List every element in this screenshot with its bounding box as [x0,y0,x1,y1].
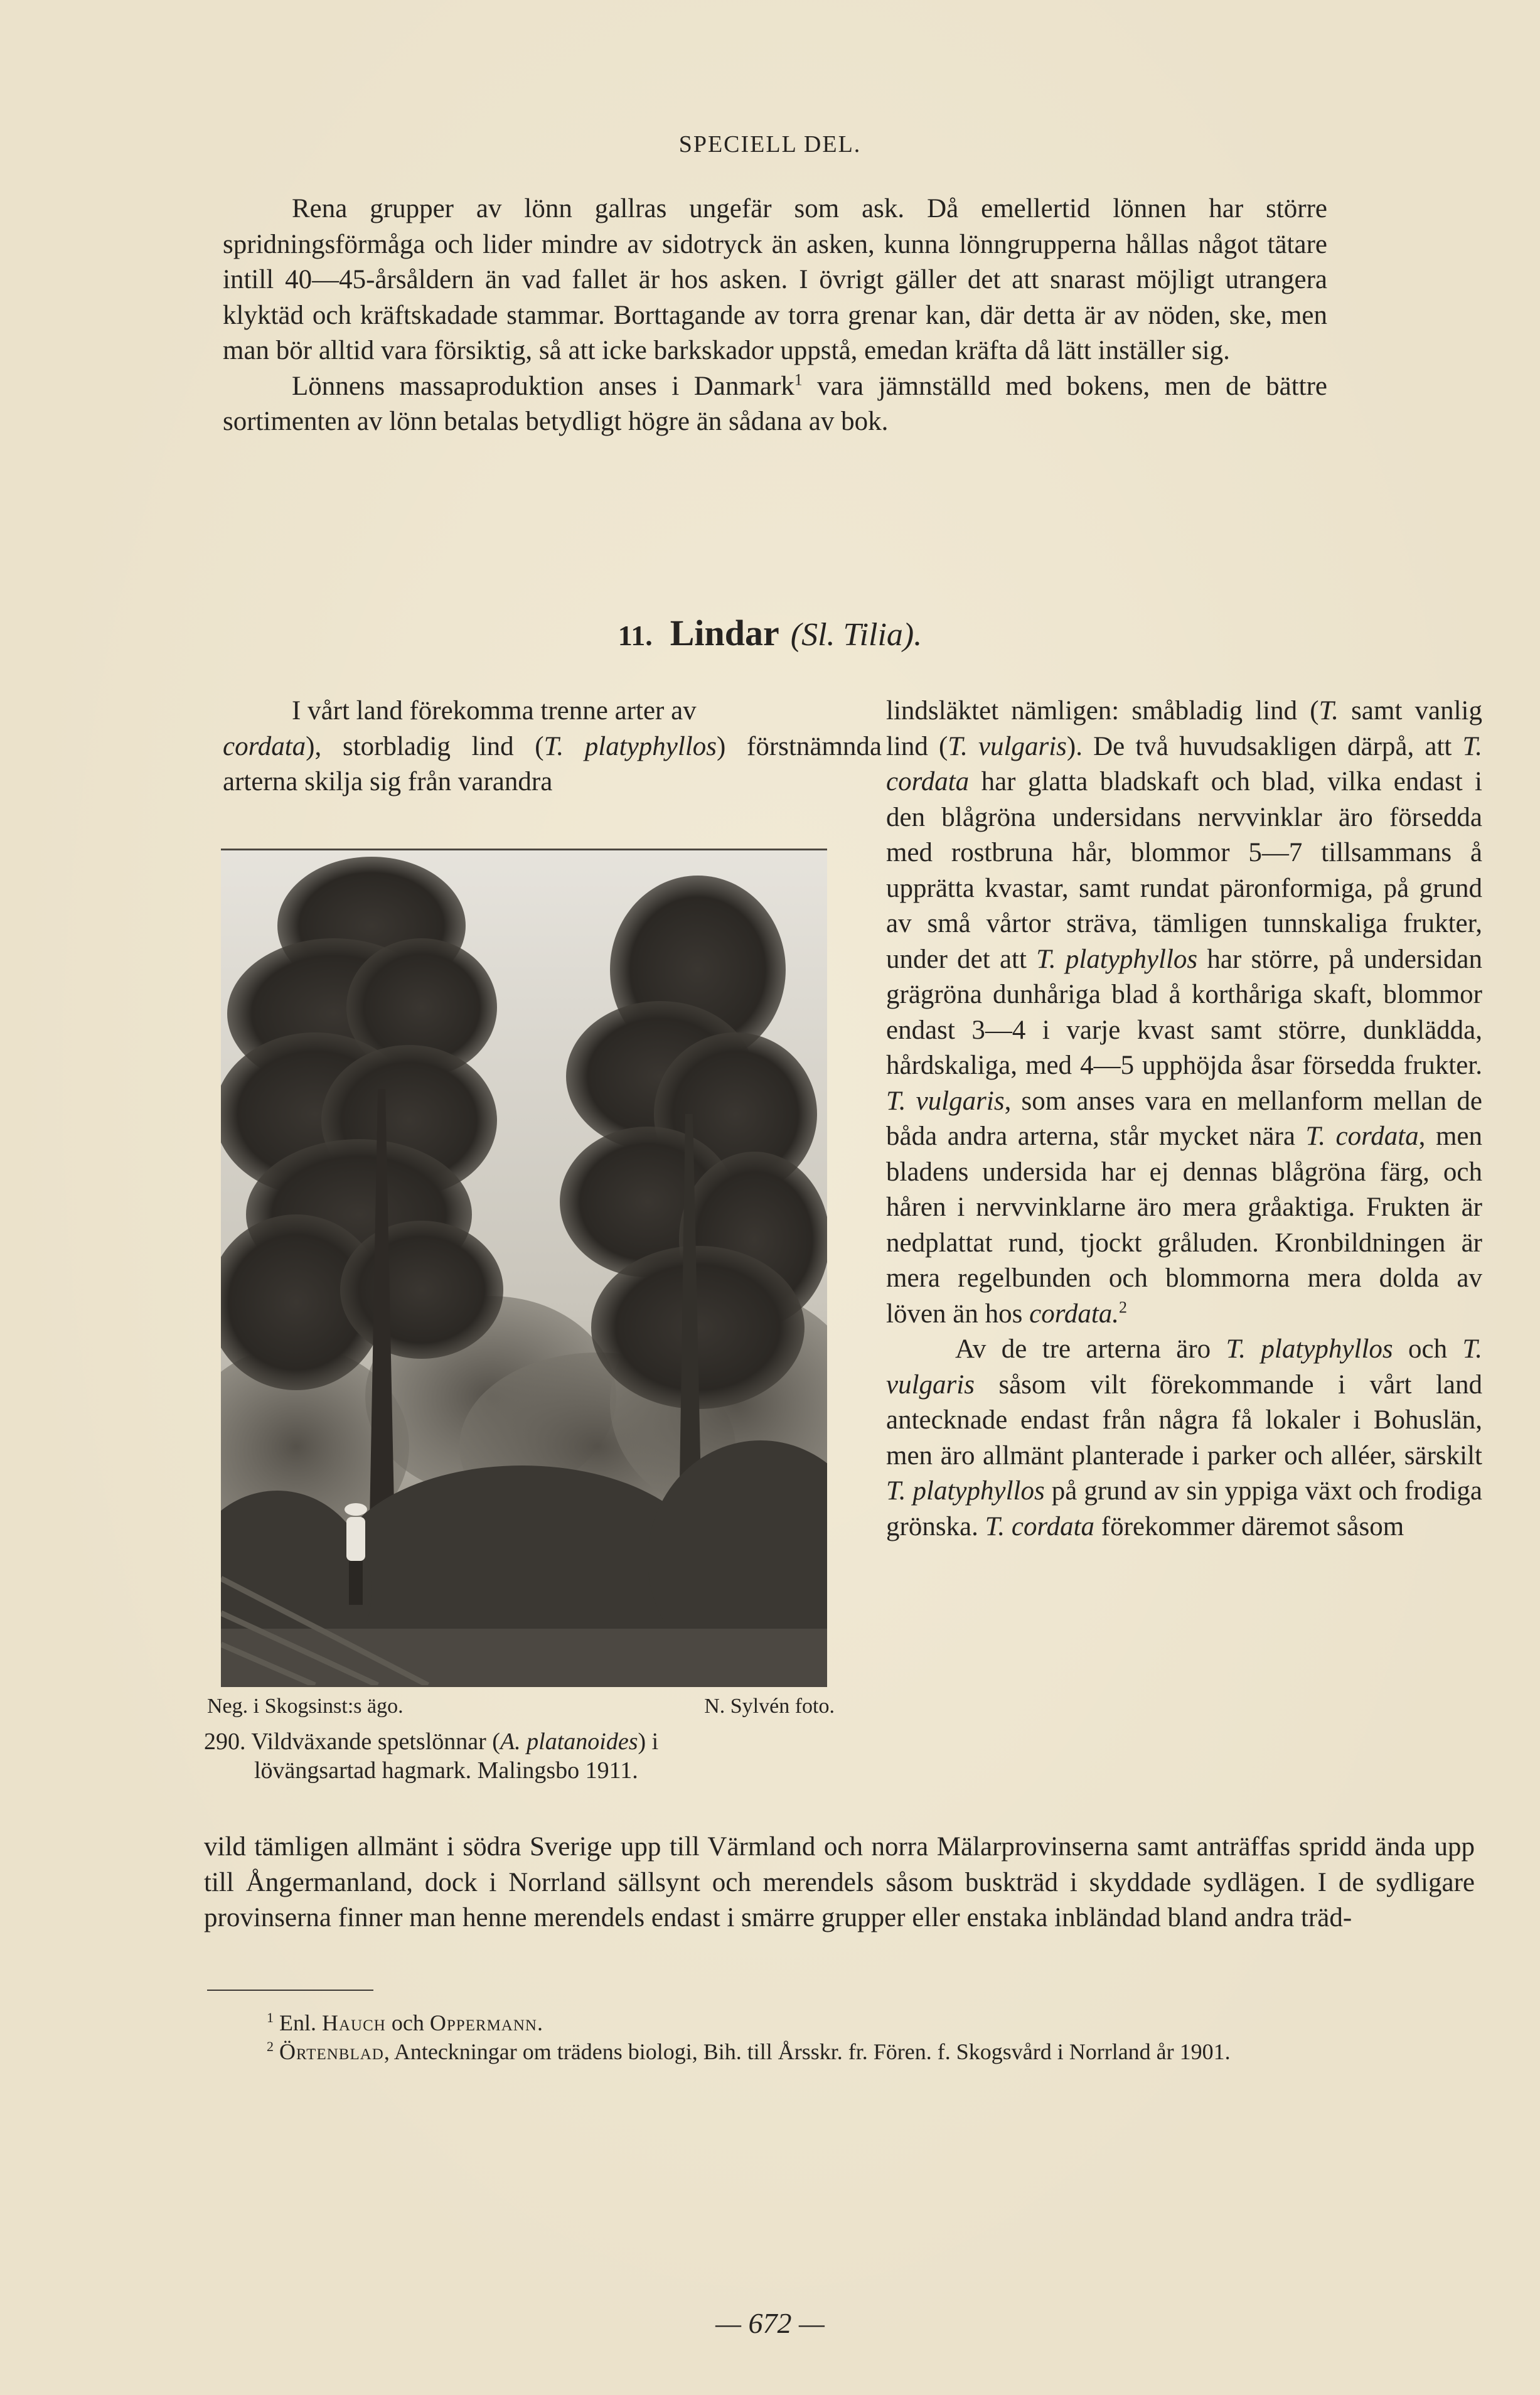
latin-name: T. vulgaris [886,1334,1483,1400]
latin-name: T. vulgaris [948,731,1067,761]
tree-photograph [221,849,827,1687]
latin-name: T. [1318,696,1339,726]
latin-name: T. cordata [1305,1122,1419,1151]
latin-name: T. cordata [886,731,1482,796]
text: har större, på undersidan grägröna dunhåriga blad å korthåriga skaft, blommor endast 3—4 i varje kvast samt större, dunklädda, hårdskaliga, med 4—5 upphöjda åsar försedda frukter. [886,944,1482,1080]
latin-name: T. platyphyllos [1036,944,1198,974]
negative-credit: Neg. i Skogsinst:s ägo. [207,1695,404,1718]
footnotes [207,2008,1475,2066]
figure-caption [204,1727,831,1785]
text: ), storbladig lind ( [306,731,544,761]
footnote-1 [207,2008,1475,2037]
text: Lönnens massaproduktion anses i Danmark [292,371,794,401]
running-head: SPECIELL DEL. [678,131,862,158]
author-name: Örtenblad [279,2039,384,2064]
text: , som anses vara en mellanform mellan de båda andra arterna, står mycket nära [886,1086,1482,1151]
text: Av de tre arterna äro [955,1334,1226,1364]
paragraph-massaproduktion [223,369,1327,440]
text: , Anteckningar om trädens biologi, Bih. till Årsskr. fr. Fören. f. Skogsvård i Norrland år 1901. [383,2039,1231,2064]
caption-number: 290. [204,1728,246,1755]
text: har glatta bladskaft och blad, vilka endast i den blågröna undersidans nervvinklar äro försedda med rostbruna hår, blommor 5—7 tillsammans å upprätta kvastar, samt rundat päronformiga, på grund av små vårtor sträva, tämligen tunnskaliga frukter, under det att [886,767,1482,974]
latin-name: T. cordata [985,1511,1095,1541]
photographer-credit: N. Sylvén foto. [704,1695,835,1718]
right-paragraph-2 [886,1332,1482,1545]
section-title: Lindar [670,613,779,653]
section-number: 11. [618,619,653,651]
page-number: — 672 — [715,2307,825,2339]
section-heading [0,612,1540,654]
latin-name: cordata [223,731,306,761]
text: . [537,2010,543,2035]
bottom-text-block [204,1830,1475,1936]
text: I vårt land förekomma trenne arter av [292,696,697,726]
text: lindsläktet nämligen: småbladig lind ( [886,696,1319,726]
caption-text: lövängsartad hagmark. Malingsbo 1911. [254,1757,638,1784]
text: förekommer däremot såsom [1094,1511,1404,1541]
text: ). De två huvudsakligen därpå, att [1066,731,1463,761]
caption-text: Vildväxande spetslönnar ( [251,1728,500,1755]
footnote-ref-1: 1 [794,370,803,389]
latin-name: T. vulgaris [886,1086,1005,1116]
text: och [385,2010,430,2035]
intro-left-column [223,694,882,800]
author-name: Oppermann [429,2010,537,2035]
footnote-mark: 2 [267,2039,274,2054]
footnote-2 [207,2037,1475,2066]
paragraph-gallring: Rena grupper av lönn gallras ungefär som ask. Då emellertid lönnen har större spridningsförmåga och lider mindre av sidotryck än asken, kunna lönngrupperna hållas något tätare intill 40—45-årsåldern än vad fallet är hos asken. I övrigt gäller det att snarast möjligt utrangera klyktäd och kräftskadade stammar. Borttagande av torra grenar kan, där detta är av nöden, ske, men man bör alltid vara försiktig, så att icke barkskador uppstå, emedan kräfta då lätt inställer sig. [223,194,1327,365]
footnote-divider [207,1990,373,1991]
latin-name: cordata. [1029,1299,1120,1329]
top-text-block [223,191,1327,440]
right-text-column [886,694,1482,1545]
bottom-paragraph: vild tämligen allmänt i södra Sverige upp till Värmland och norra Mälarprovinserna samt anträffas spridd ända upp till Ångermanland, dock i Norrland sällsynt och merendels såsom buskträd i skyddade sydlägen. I de sydligare provinserna finner man henne merendels endast i smärre grupper eller enstaka inbländad bland andra träd- [204,1832,1475,1932]
text: såsom vilt förekommande i vårt land antecknade endast från några få lokaler i Bohuslän, men äro allmänt planterade i parker och alléer, särskilt [886,1369,1482,1471]
latin-name: T. platyphyllos [1226,1334,1393,1364]
footnote-ref-2: 2 [1119,1298,1128,1317]
text: och [1393,1334,1463,1364]
latin-name: T. platyphyllos [543,731,717,761]
caption-latin: A. platanoides [500,1728,638,1755]
text: på grund av sin yppiga växt och frodiga grönska. [886,1476,1482,1541]
latin-name: T. platyphyllos [886,1476,1045,1506]
text: , men bladens undersida har ej dennas blågröna färg, och håren i nervvinklarne äro mera gråaktiga. Frukten är nedplattat rund, tjockt gråluden. Kronbildningen är mera regelbunden och blommorna mera dolda av löven än hos [886,1122,1482,1329]
right-paragraph-1 [886,694,1482,1332]
author-name: Hauch [322,2010,386,2035]
section-latin: (Sl. Tilia). [790,617,922,653]
text: vara jämnställd med bokens, men de bättre sortimenten av lönn betalas betydligt högre än sådana av bok. [223,371,1328,436]
text: Enl. [279,2010,322,2035]
text: ) förstnämnda arterna skilja sig från varandra [223,731,882,796]
caption-text: ) i [638,1728,659,1755]
footnote-mark: 1 [267,2010,274,2025]
intro-paragraph [223,694,882,800]
text: samt vanlig lind ( [886,696,1482,761]
